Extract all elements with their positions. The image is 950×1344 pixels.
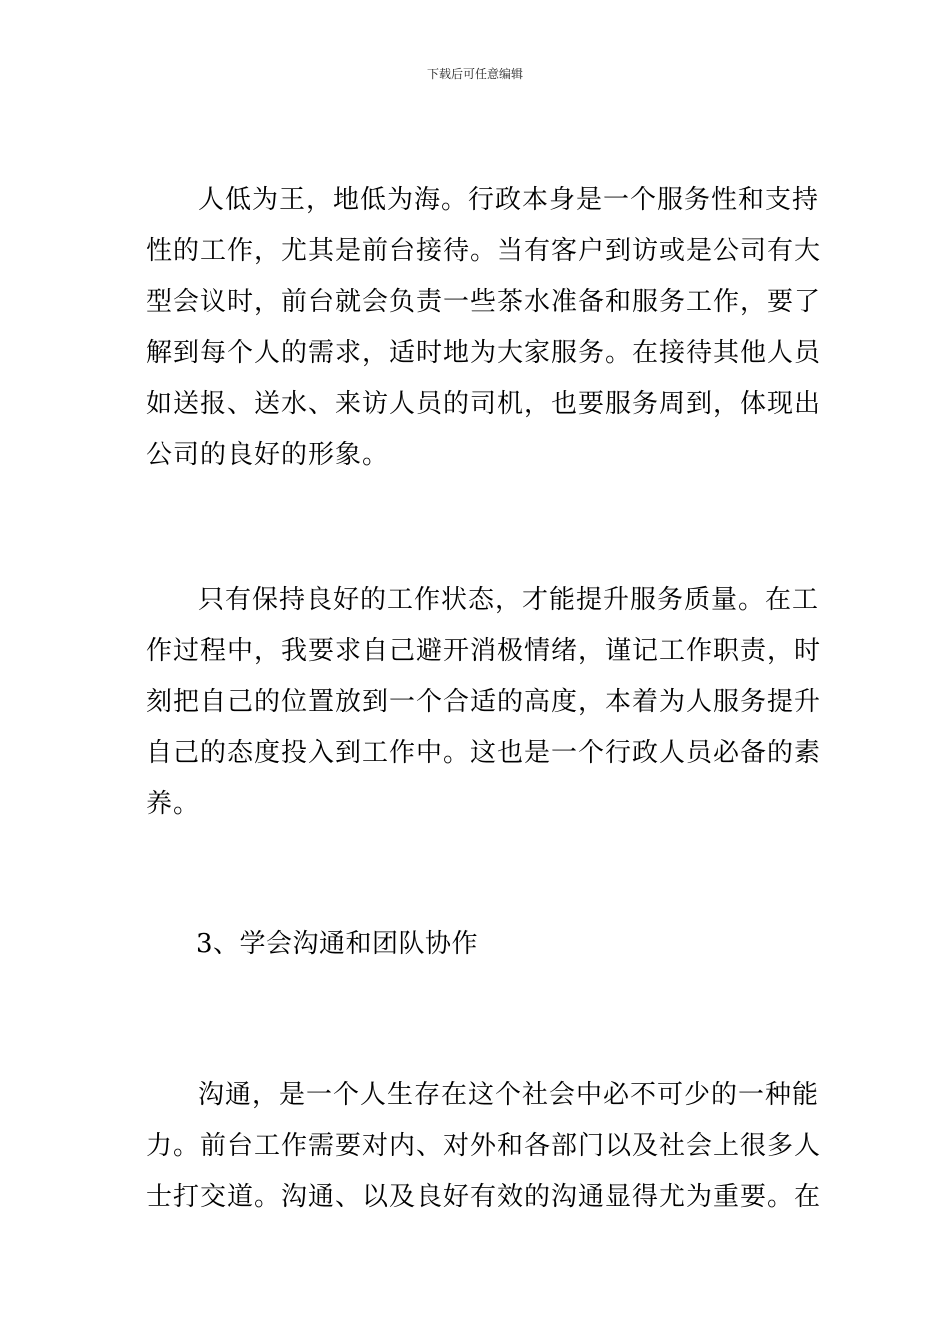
section-heading: 3、学会沟通和团队协作	[196, 929, 479, 959]
paragraph-line: 性的工作，尤其是前台接待。当有客户到访或是公司有大	[146, 236, 822, 266]
paragraph-line: 人低为王，地低为海。行政本身是一个服务性和支持	[198, 185, 820, 215]
paragraph-line: 养。	[146, 789, 201, 819]
paragraph-line: 只有保持良好的工作状态，才能提升服务质量。在工	[198, 585, 820, 615]
paragraph-communication	[146, 1070, 822, 1223]
paragraph-line: 解到每个人的需求，适时地为大家服务。在接待其他人员	[146, 338, 822, 368]
paragraph-service	[146, 175, 822, 481]
paragraph-line: 如送报、送水、来访人员的司机，也要服务周到，体现出	[146, 389, 822, 419]
paragraph-line: 型会议时，前台就会负责一些茶水准备和服务工作，要了	[146, 287, 822, 317]
paragraph-line: 作过程中，我要求自己避开消极情绪，谨记工作职责，时	[146, 636, 822, 666]
paragraph-line: 自己的态度投入到工作中。这也是一个行政人员必备的素	[146, 738, 822, 768]
paragraph-work-attitude	[146, 575, 822, 830]
paragraph-line: 沟通，是一个人生存在这个社会中必不可少的一种能	[198, 1080, 820, 1110]
paragraph-line: 士打交道。沟通、以及良好有效的沟通显得尤为重要。在	[146, 1182, 822, 1212]
paragraph-line: 公司的良好的形象。	[146, 440, 390, 470]
paragraph-line: 刻把自己的位置放到一个合适的高度，本着为人服务提升	[146, 687, 822, 717]
page-header: 下载后可任意编辑	[426, 67, 523, 81]
paragraph-line: 力。前台工作需要对内、对外和各部门以及社会上很多人	[146, 1131, 822, 1161]
